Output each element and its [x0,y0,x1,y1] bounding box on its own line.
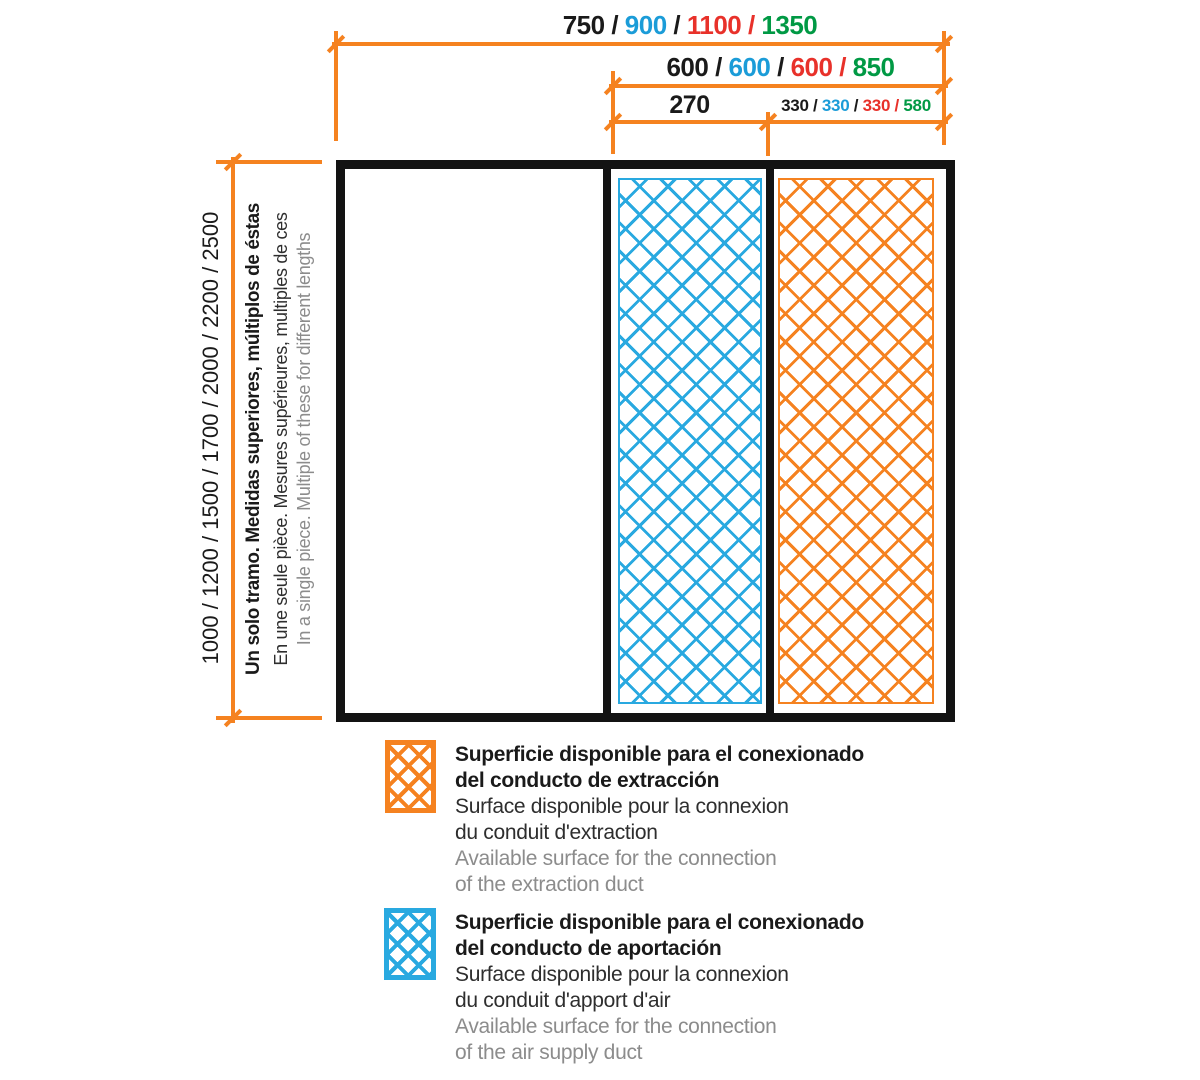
dim-label-connection-width: 600 / 600 / 600 / 850 [666,52,895,82]
legend-air-supply-en-2: of the air supply duct [455,1041,643,1064]
legend-extraction-swatch [385,740,436,813]
legend-extraction-fr-1: Surface disponible pour la connexion [455,795,789,818]
legend-extraction-en-1: Available surface for the connection [455,847,777,870]
air-supply-connection-area [618,178,762,704]
dim-line-height [231,157,235,723]
dim-label-extraction-section-width: 330 / 330 / 330 / 580 [781,96,931,115]
legend-air-supply-fr-2: du conduit d'apport d'air [455,989,671,1012]
legend-air-supply-swatch [384,908,436,980]
internal-divider-left [603,169,611,713]
legend-extraction-es-2: del conducto de extracción [455,769,720,792]
legend-extraction-es-1: Superficie disponible para el conexionado [455,743,864,766]
legend-air-supply-fr-1: Surface disponible pour la connexion [455,963,789,986]
dim-line-section-widths [609,120,948,124]
legend-extraction-text [455,742,1015,898]
dim-line-overall-width [332,42,950,46]
dim-label-heights: 1000 / 1200 / 1500 / 1700 / 2000 / 2200 / 2500 [198,211,223,665]
legend-extraction-en-2: of the extraction duct [455,873,644,896]
dim-label-supply-section-width: 270 [669,91,710,119]
legend-extraction-fr-2: du conduit d'extraction [455,821,658,844]
legend-air-supply-en-1: Available surface for the connection [455,1015,777,1038]
internal-divider-right [766,169,774,713]
unit-outline [336,160,955,722]
extraction-connection-area [778,178,934,704]
legend-air-supply-es-1: Superficie disponible para el conexionado [455,911,864,934]
height-note-english: In a single piece. Multiple of these for different lengths [294,232,314,646]
legend-air-supply-text [455,910,1015,1066]
dim-label-overall-width: 750 / 900 / 1100 / 1350 [562,10,818,40]
dim-line-connection-width [609,84,948,88]
height-note-french: En une seule pièce. Mesures supérieures, multiples de ces [271,212,291,666]
legend-air-supply-es-2: del conducto de aportación [455,937,722,960]
height-note-spanish: Un solo tramo. Medidas superiores, múltiplos de éstas [243,203,264,675]
